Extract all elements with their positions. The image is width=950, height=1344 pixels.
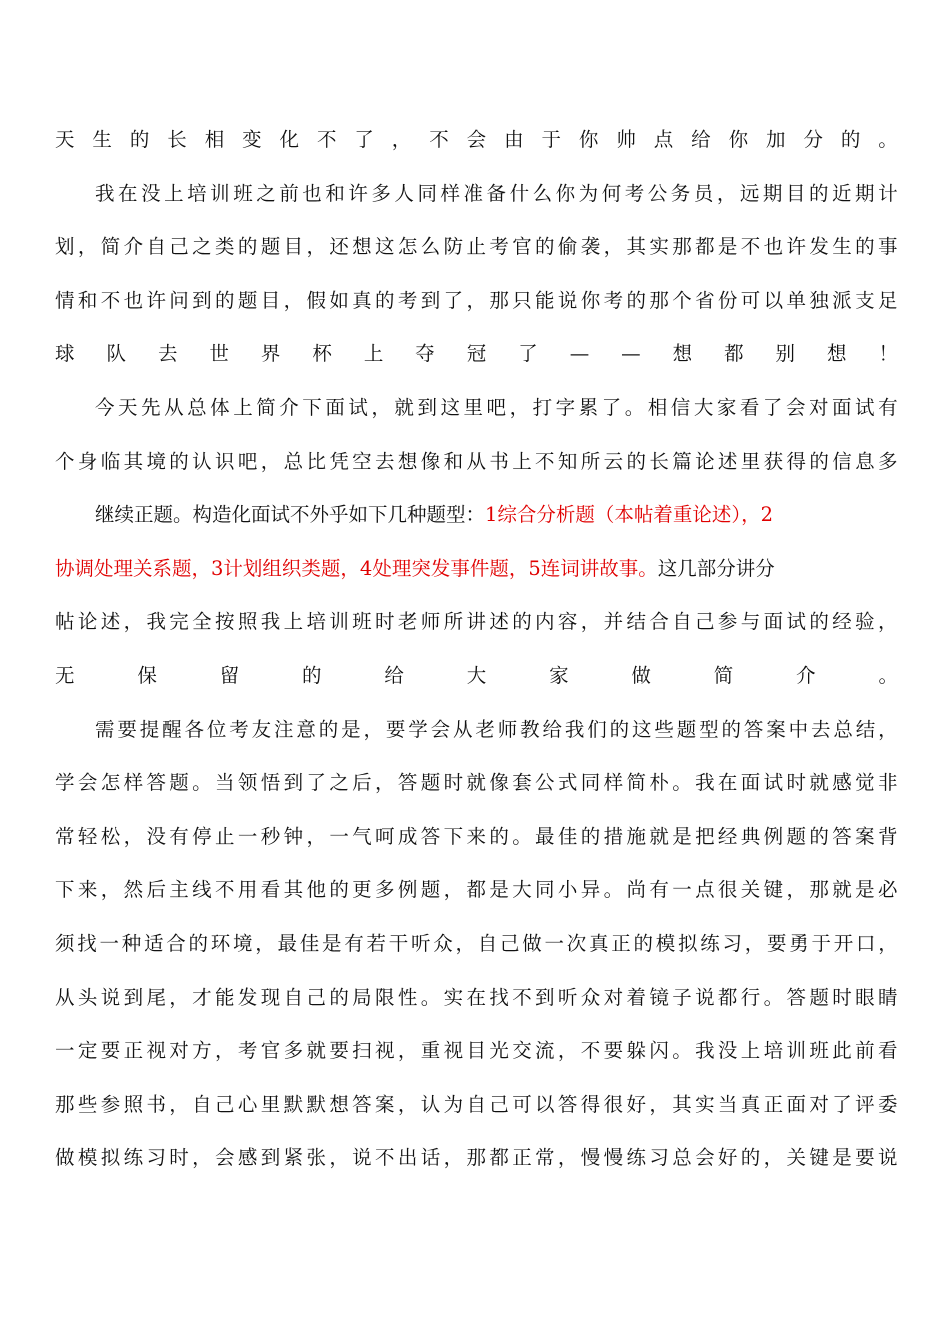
- types-list-highlight-1: 1综合分析题（本帖着重论述），2: [485, 503, 774, 527]
- paragraph-types-line-4: 无 保 留 的 给 大 家 做 简 介 。: [55, 663, 898, 687]
- paragraph-tips-line-8: 那 些 参 照 书 ， 自 己 心 里 默 默 想 答 案 ， 认 为 自 己 可 以 答 得 很 好 ， 其 实 当 真 正 面 对 了 评 委: [55, 1092, 898, 1116]
- paragraph-overview-line-2: 个 身 临 其 境 的 认 识 吧 ， 总 比 凭 空 去 想 像 和 从 书 上 不 知 所 云 的 长 篇 论 述 里 获 得 的 信 息 多: [55, 449, 898, 473]
- types-intro-text: 继续正题。构造化面试不外乎如下几种题型：: [95, 503, 486, 527]
- types-followup-text: 这几部分讲分: [657, 556, 775, 580]
- document-body: [55, 113, 898, 1185]
- paragraph-tips-line-9: 做 模 拟 练 习 时 ， 会 感 到 紧 张 ， 说 不 出 话 ， 那 都 正 常 ， 慢 慢 练 习 总 会 好 的 ， 关 键 是 要 说: [55, 1146, 898, 1170]
- paragraph-tips-line-7: 一 定 要 正 视 对 方 ， 考 官 多 就 要 扫 视 ， 重 视 目 光 交 流 ， 不 要 躲 闪 。 我 没 上 培 训 班 此 前 看: [55, 1039, 898, 1063]
- paragraph-tips-line-1: 需 要 提 醒 各 位 考 友 注 意 的 是 ， 要 学 会 从 老 师 教 给 我 们 的 这 些 题 型 的 答 案 中 去 总 结 ，: [95, 717, 898, 741]
- paragraph-types-line-2: [55, 542, 898, 596]
- paragraph-prep-line-2: 划 ， 简 介 自 己 之 类 的 题 目 ， 还 想 这 怎 么 防 止 考 官 的 偷 袭 ， 其 实 那 都 是 不 也 许 发 生 的 事: [55, 235, 898, 259]
- paragraph-tips-line-5: 须 找 一 种 适 合 的 环 境 ， 最 佳 是 有 若 干 听 众 ， 自 己 做 一 次 真 正 的 模 拟 练 习 ， 要 勇 于 开 口 ，: [55, 931, 898, 955]
- line-1: 天 生 的 长 相 变 化 不 了 ， 不 会 由 于 你 帅 点 给 你 加 分 的 。: [55, 128, 898, 151]
- types-list-highlight-2: 协调处理关系题，3计划组织类题，4处理突发事件题，5连词讲故事。: [55, 556, 658, 580]
- paragraph-tips-line-4: 下 来 ， 然 后 主 线 不 用 看 其 他 的 更 多 例 题 ， 都 是 大 同 小 异 。 尚 有 一 点 很 关 键 ， 那 就 是 必: [55, 878, 898, 902]
- paragraph-tips-line-6: 从 头 说 到 尾 ， 才 能 发 现 自 己 的 局 限 性 。 实 在 找 不 到 听 众 对 着 镜 子 说 都 行 。 答 题 时 眼 睛: [55, 985, 898, 1009]
- paragraph-overview-line-1: 今 天 先 从 总 体 上 简 介 下 面 试 ， 就 到 这 里 吧 ， 打 字 累 了 。 相 信 大 家 看 了 会 对 面 试 有: [95, 395, 898, 419]
- paragraph-tips-line-2: 学 会 怎 样 答 题 。 当 领 悟 到 了 之 后 ， 答 题 时 就 像 套 公 式 同 样 简 朴 。 我 在 面 试 时 就 感 觉 非: [55, 771, 898, 795]
- paragraph-types-line-1: [55, 488, 898, 542]
- paragraph-prep-line-4: 球 队 去 世 界 杯 上 夺 冠 了 — — 想 都 别 想 ！: [55, 342, 898, 366]
- paragraph-tips-line-3: 常 轻 松 ， 没 有 停 止 一 秒 钟 ， 一 气 呵 成 答 下 来 的 。 最 佳 的 措 施 就 是 把 经 典 例 题 的 答 案 背: [55, 824, 898, 848]
- paragraph-prep-line-1: 我 在 没 上 培 训 班 之 前 也 和 许 多 人 同 样 准 备 什 么 你 为 何 考 公 务 员 ， 远 期 目 的 近 期 计: [95, 181, 898, 205]
- paragraph-types-line-3: 帖 论 述 ， 我 完 全 按 照 我 上 培 训 班 时 老 师 所 讲 述 的 内 容 ， 并 结 合 自 己 参 与 面 试 的 经 验 ，: [55, 610, 898, 634]
- paragraph-prep-line-3: 情 和 不 也 许 问 到 的 题 目 ， 假 如 真 的 考 到 了 ， 那 只 能 说 你 考 的 那 个 省 份 可 以 单 独 派 支 足: [55, 288, 898, 312]
